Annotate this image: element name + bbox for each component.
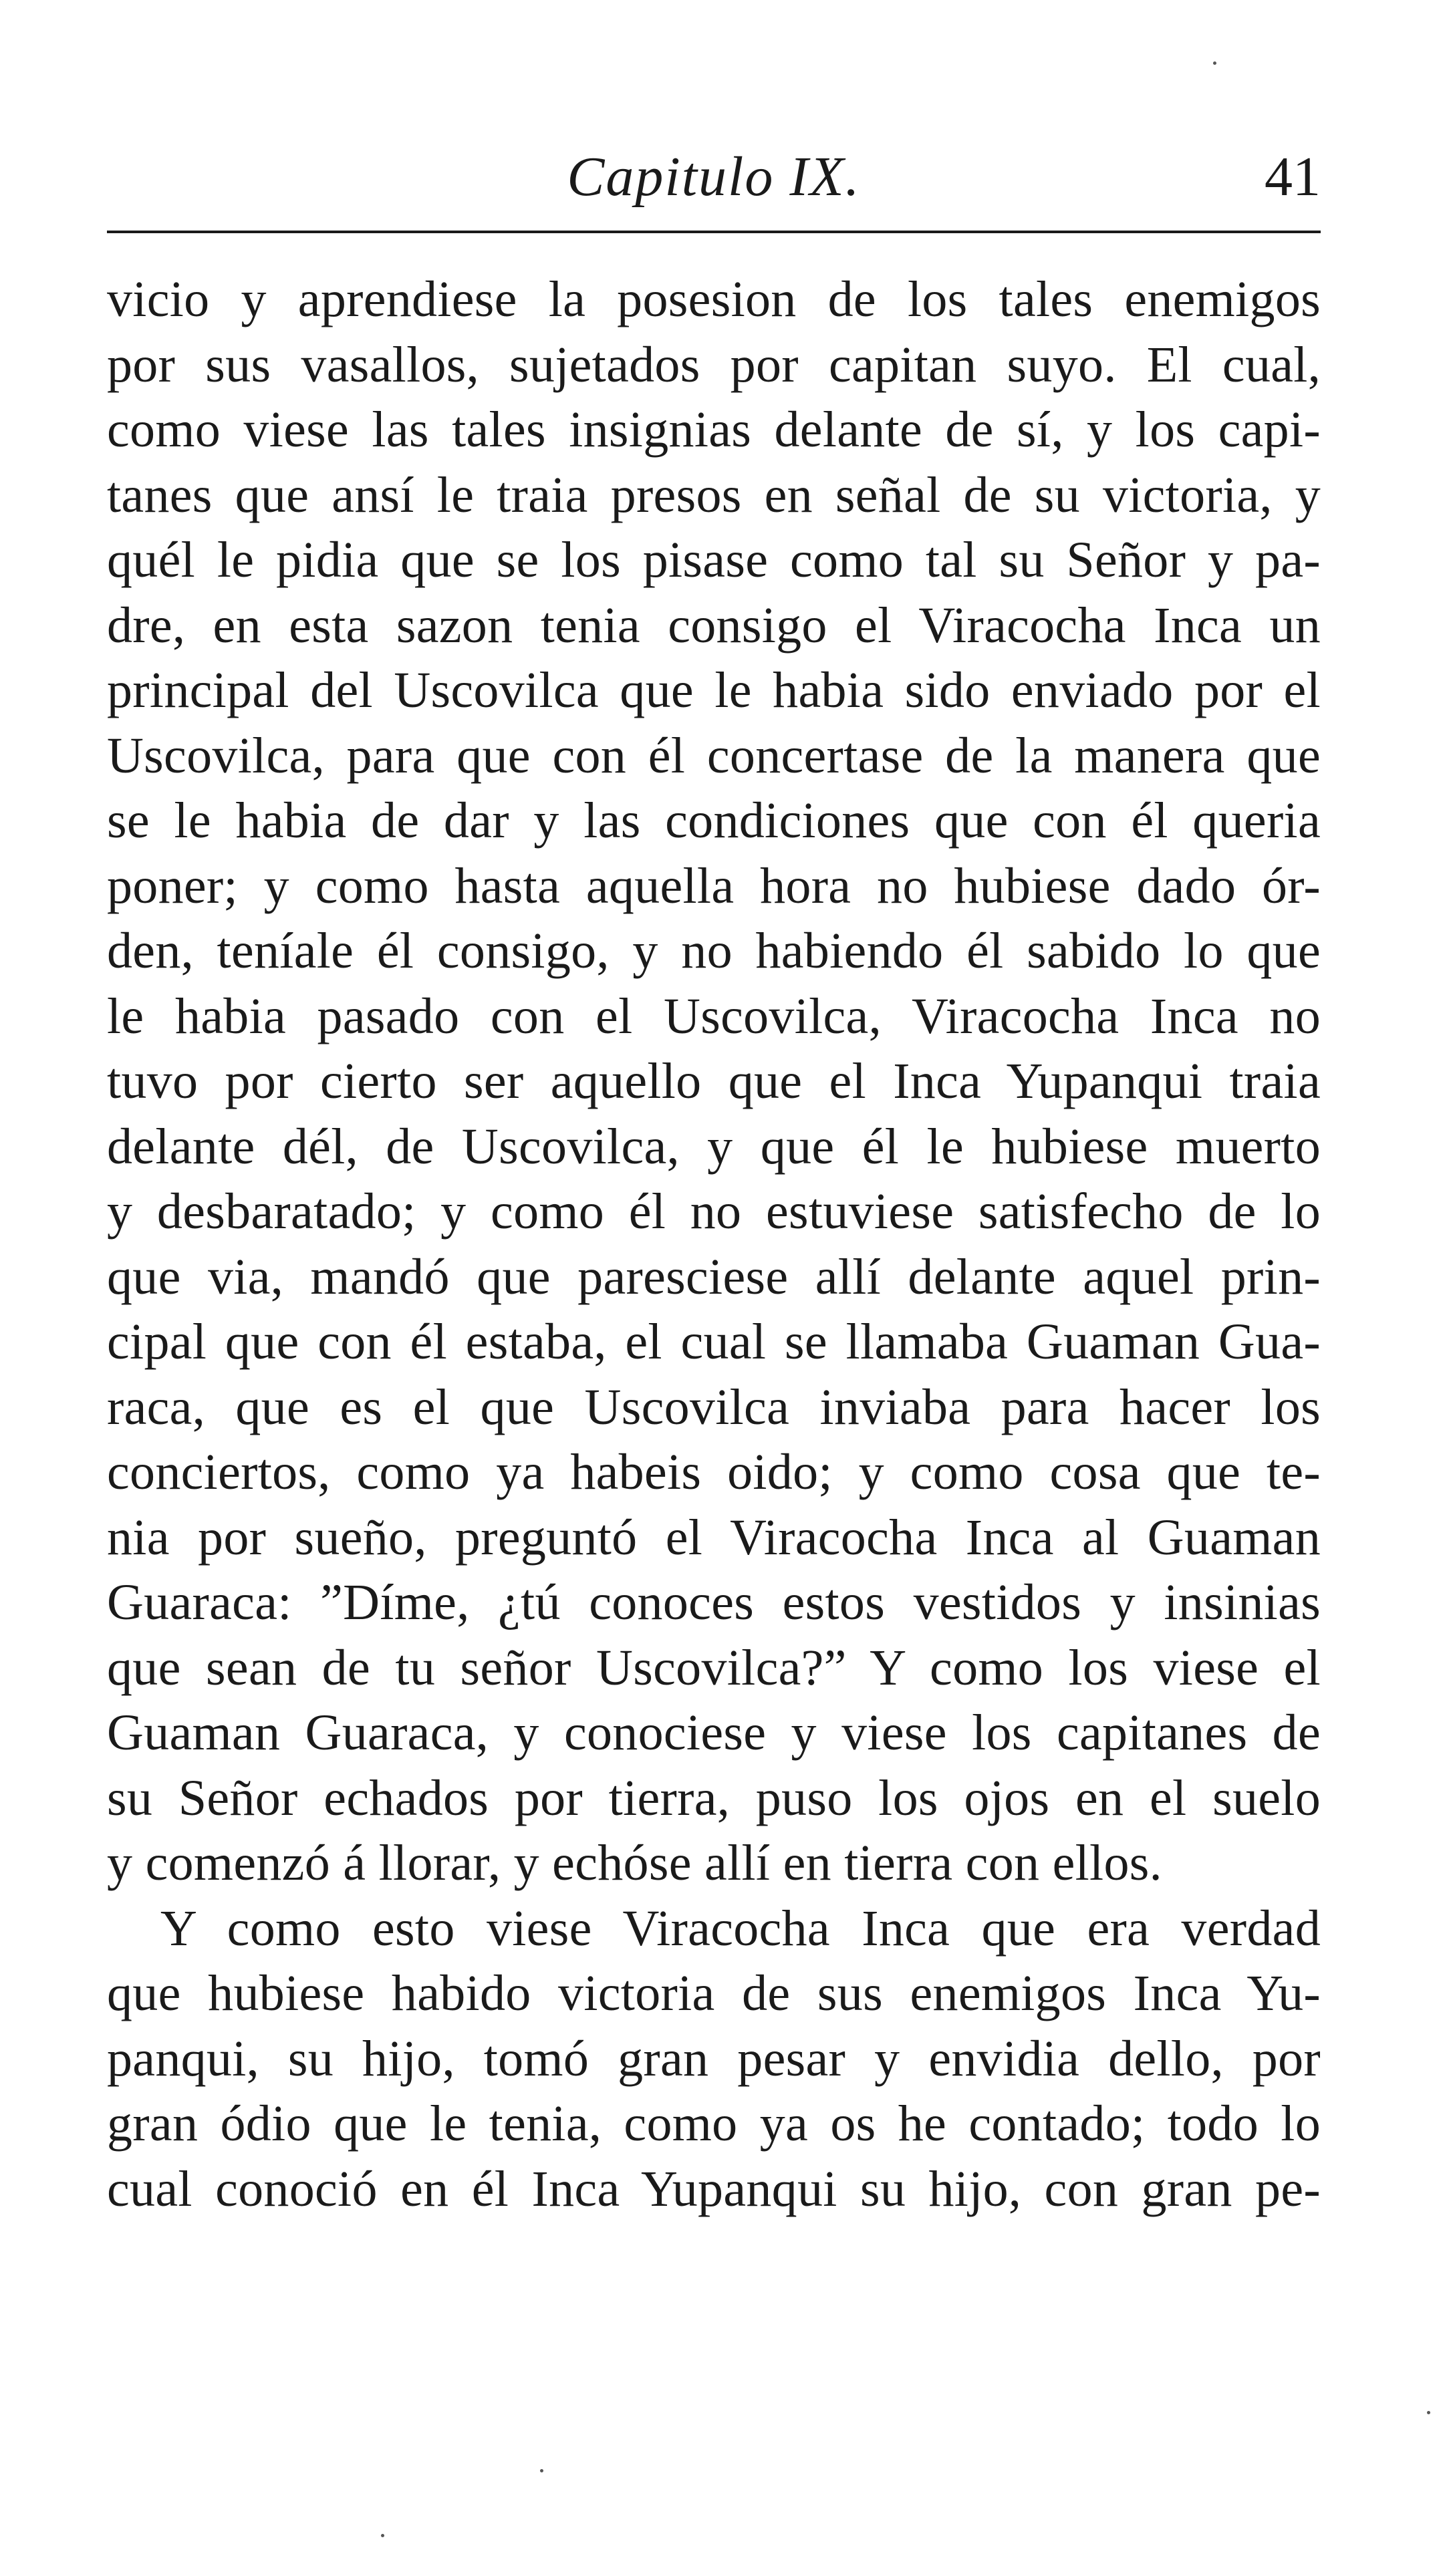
text-line: den, teníale él consigo, y no habiendo él sabido lo que <box>107 923 1321 979</box>
chapter-title: Capitulo IX. <box>567 146 861 208</box>
text-line: raca, que es el que Uscovilca inviaba para hacer los <box>107 1379 1321 1435</box>
paper-speck <box>1427 2411 1430 2414</box>
text-line: Uscovilca, para que con él concertase de la manera que <box>107 727 1321 784</box>
paragraph-start-line: Y como esto viese Viracocha Inca que era verdad <box>160 1900 1321 1957</box>
text-line: delante dél, de Uscovilca, y que él le hubiese muerto <box>107 1118 1321 1175</box>
text-line: conciertos, como ya habeis oido; y como cosa que te- <box>107 1444 1321 1500</box>
text-line: tanes que ansí le traia presos en señal de su victoria, y <box>107 466 1321 523</box>
text-line: Guaraca: ”Díme, ¿tú conoces estos vestidos y insinias <box>107 1574 1321 1630</box>
text-line: se le habia de dar y las condiciones que con él queria <box>107 793 1321 849</box>
text-line: cual conoció en él Inca Yupanqui su hijo, con gran pe- <box>107 2160 1321 2217</box>
text-line: vicio y aprendiese la posesion de los tales enemigos <box>107 271 1321 327</box>
text-line: panqui, su hijo, tomó gran pesar y envidia dello, por <box>107 2030 1321 2087</box>
paper-speck <box>381 2534 384 2537</box>
text-line: Guaman Guaraca, y conociese y viese los capitanes de <box>107 1705 1321 1761</box>
text-line: que via, mandó que paresciese allí delante aquel prin- <box>107 1248 1321 1305</box>
text-line: por sus vasallos, sujetados por capitan suyo. El cual, <box>107 336 1321 393</box>
text-line: cipal que con él estaba, el cual se llamaba Guaman Gua- <box>107 1314 1321 1370</box>
paragraph-end-line: y comenzó á llorar, y echóse allí en tierra con ellos. <box>107 1835 1162 1891</box>
running-head <box>107 137 1321 217</box>
text-line: quél le pidia que se los pisase como tal su Señor y pa- <box>107 532 1321 588</box>
text-line: le habia pasado con el Uscovilca, Viracocha Inca no <box>107 988 1321 1044</box>
text-line: nia por sueño, preguntó el Viracocha Inca al Guaman <box>107 1509 1321 1566</box>
header-rule <box>107 231 1321 233</box>
body-text <box>107 267 1321 2222</box>
text-line: como viese las tales insignias delante de sí, y los capi- <box>107 402 1321 458</box>
text-line: tuvo por cierto ser aquello que el Inca Yupanqui traia <box>107 1053 1321 1109</box>
text-line: poner; y como hasta aquella hora no hubiese dado ór- <box>107 857 1321 914</box>
text-line: principal del Uscovilca que le habia sido enviado por el <box>107 662 1321 718</box>
text-line: gran ódio que le tenia, como ya os he contado; todo lo <box>107 2096 1321 2152</box>
text-line: y desbaratado; y como él no estuviese satisfecho de lo <box>107 1183 1321 1240</box>
text-line: dre, en esta sazon tenia consigo el Viracocha Inca un <box>107 597 1321 654</box>
text-line: que sean de tu señor Uscovilca?” Y como los viese el <box>107 1639 1321 1696</box>
page-number: 41 <box>1265 146 1321 208</box>
paper-speck <box>1213 61 1216 65</box>
text-line: su Señor echados por tierra, puso los ojos en el suelo <box>107 1769 1321 1826</box>
paper-speck <box>540 2469 543 2472</box>
text-line: que hubiese habido victoria de sus enemigos Inca Yu- <box>107 1965 1321 2021</box>
